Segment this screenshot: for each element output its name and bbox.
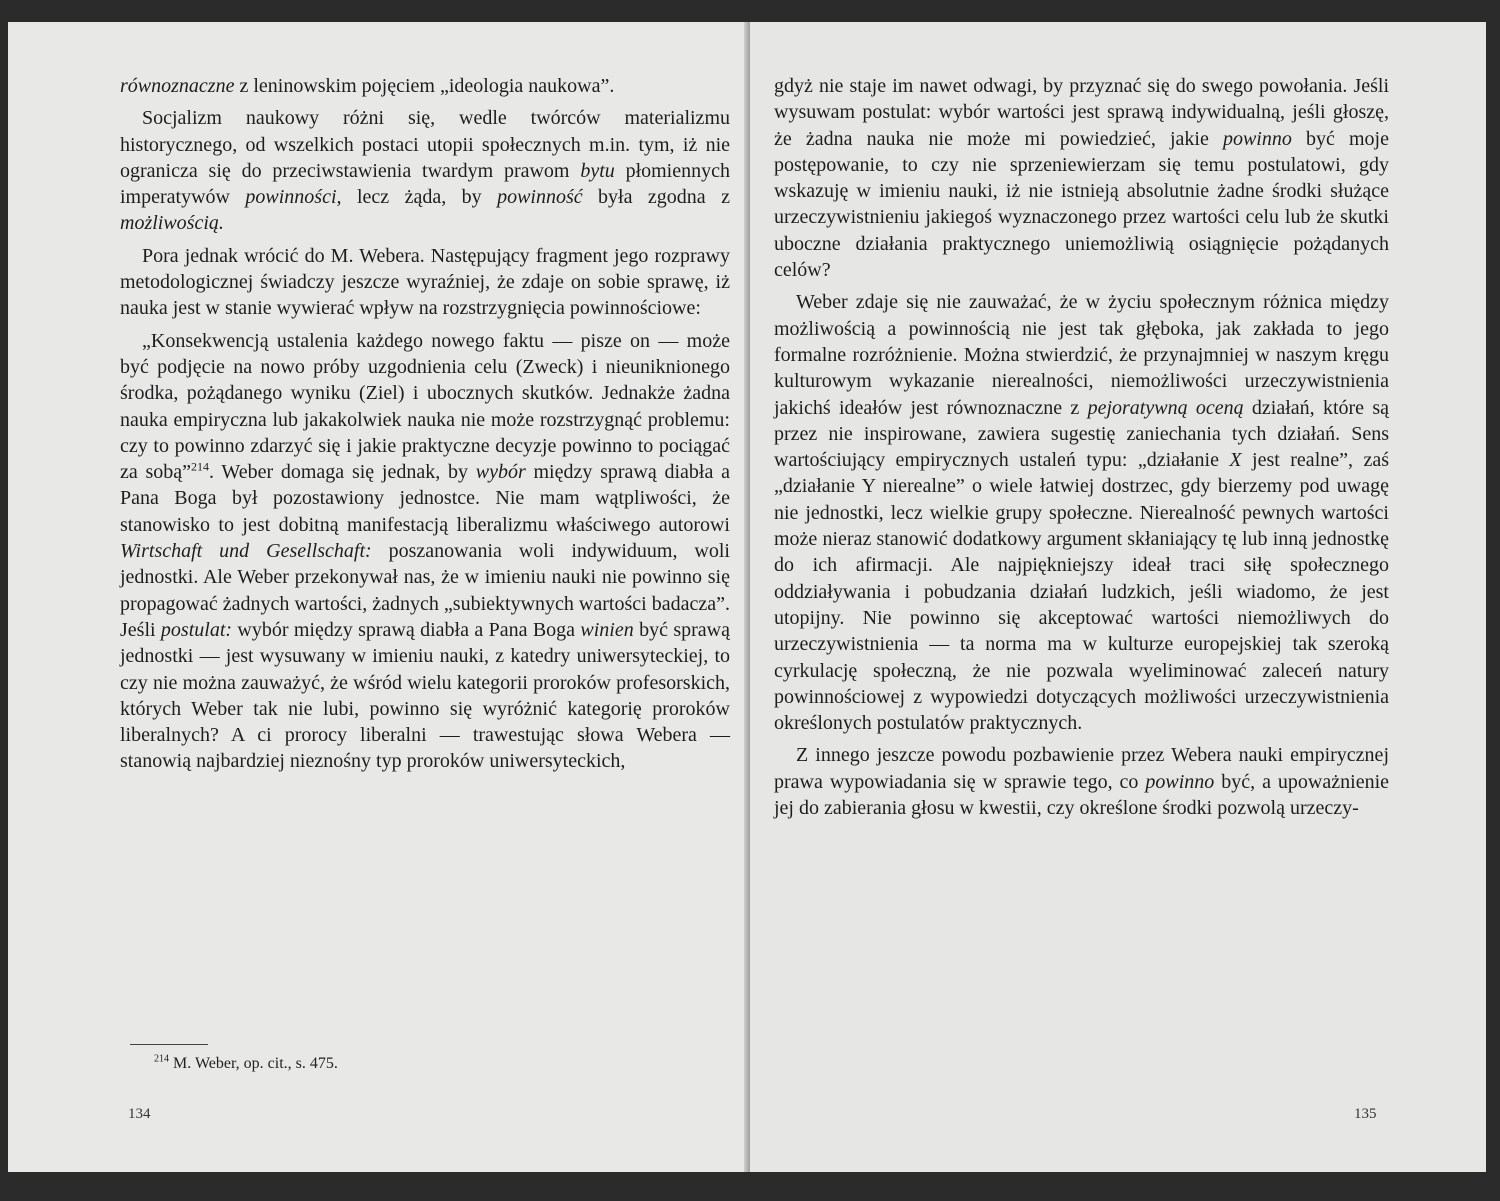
text-run: . Weber domaga się jednak, by [209,461,476,484]
text-run: wybór między sprawą diabła a Pana Boga [232,618,581,641]
paragraph [120,328,730,775]
footnote-reference: 214 [191,459,210,474]
text-run-italic: winien [580,618,634,641]
left-page [8,22,748,1172]
text-run: płomiennych imperatywów [120,159,730,209]
footnote-text: M. Weber, op. cit., s. 475. [169,1055,338,1072]
text-run-italic: Wirtschaft und Gesellschaft: [120,540,372,563]
text-run-italic: wybór [475,461,526,484]
text-run-italic: pejoratywną oceną [1087,396,1244,419]
paragraph [120,73,730,99]
text-run: Z innego jeszcze powodu pozbawienie przez Webera nauki empirycznej prawa wypowiadania się w sprawie tego, co [774,744,1389,793]
text-run-italic: powinno [1145,770,1215,793]
text-run: lecz żąda, by [341,186,498,209]
text-run-italic: bytu [580,159,615,182]
paragraph [120,105,730,236]
text-run-italic: X [1229,449,1242,472]
text-run-italic: postulat: [160,618,233,641]
paragraph [120,243,730,322]
text-run: poszanowania woli indywiduum, woli jednostki. Ale Weber przekonywał nas, że w imieniu nauki nie powinno się propagować żadnych wartości, żadnych „subiektywnych wartości badacza”. Jeśli [120,540,730,641]
text-run: być, a upoważnienie jej do zabierania głosu w kwestii, czy określone środki pozwolą urzeczy- [774,770,1389,820]
text-run-italic: powinności, [245,186,342,209]
left-page-text [120,73,730,775]
footnote-number: 214 [154,1053,169,1065]
text-run: z leninowskim pojęciem „ideologia naukowa”. [234,75,615,97]
footnote-divider [130,1044,208,1045]
text-run-italic: powinno [1222,127,1292,150]
text-run-italic: powinność [497,186,583,209]
text-run: Socjalizm naukowy różni się, wedle twórców materializmu historycznego, od wszelkich postaci utopii społecznych m.in. tym, iż nie ogranicza się do przeciwstawienia twardym prawom [120,107,730,182]
text-run: jest realne”, zaś „działanie Y nierealne” o wiele łatwiej dostrzec, gdy bierzemy pod uwagę nie jednostki, lecz wielkie grupy społeczne. Nierealność pewnych wartości może nieraz stanowić dodatkowy argument skłaniający tę lub inną jednostkę do ich afirmacji. Ale najpiękniejszy ideał traci siłę społecznego oddziaływania i pobudzania działań ludzkich, jeśli wiadomo, że jest utopijny. Nie powinno się akceptować wartości niemożliwych do urzeczywistnienia — ta norma ma w kulturze europejskiej tak szeroką cyrkulację społeczną, że nie pozwala wyeliminować zaleceń natury powinnościowej z wypowiedzi dotyczących możliwości urzeczywistnienia określonych postulatów praktycznych. [774,449,1389,735]
text-run-italic: równoznaczne [120,75,235,97]
text-run-italic: możliwością. [120,212,224,235]
text-run: gdyż nie staje im nawet odwagi, by przyznać się do swego powołania. Jeśli wysuwam postulat: wybór wartości jest sprawą indywidualną, jeśli głoszę, że żadna nauka nie może mi powiedzieć, jakie [774,75,1389,150]
text-run: być sprawą jednostki — jest wysuwany w imieniu nauki, z katedry uniwersyteckiej, to czy nie można zauważyć, że wśród wielu kategorii proroków profesorskich, których Weber tak nie lubi, powinno się wyróżnić kategorię proroków liberalnych? A ci prorocy liberalni — trawestując słowa Webera — stanowią najbardziej nieznośny typ proroków uniwersyteckich, [120,618,730,773]
text-run: działań, które są przez nie inspirowane, zawiera sugestię zaniechania tych działań. Sens wartościujący empirycznych ustaleń typu: „działanie [774,396,1390,472]
paragraph [774,742,1389,821]
text-run: być moje postępowanie, to czy nie sprzeniewierzam się temu postulatowi, gdy wskazuję w imieniu nauki, iż nie istnieją absolutnie żadne środki służące urzeczywistnieniu jakiegoś wyznaczonego przez wartości celu lub że skutki uboczne działania praktycznego uniemożliwią osiągnięcie pożądanych celów? [774,127,1389,282]
page-number-right: 135 [1354,1106,1377,1122]
paragraph [774,73,1389,283]
right-page-text [774,73,1389,821]
text-run: Weber zdaje się nie zauważać, że w życiu społecznym różnica między możliwością a powinnością nie jest tak głęboka, jak zakłada to jego formalne rozróżnienie. Można stwierdzić, że przynajmniej w naszym kręgu kulturowym wykazanie nierealności, niemożliwości urzeczywistnienia jakichś ideałów jest równoznaczne z [774,291,1389,419]
footnote [154,1054,338,1074]
paragraph [774,289,1389,736]
book-spread [8,22,1486,1172]
page-number-left: 134 [128,1106,151,1122]
right-page [750,22,1486,1172]
text-run: Pora jednak wrócić do M. Webera. Następujący fragment jego rozprawy metodologicznej świadczy jeszcze wyraźniej, że zdaje on sobie sprawę, iż nauka jest w stanie wywierać wpływ na rozstrzygnięcia powinnościowe: [120,244,730,320]
text-run: była zgodna z [582,186,730,209]
text-run: „Konsekwencją ustalenia każdego nowego faktu — pisze on — może być podjęcie na nowo próby uzgodnienia celu (Zweck) i nieuniknionego środka, pożądanego wyniku (Ziel) i ubocznych skutków. Jednakże żadna nauka empiryczna lub jakakolwiek nauka nie może rozstrzygnąć problemu: czy to powinno zdarzyć się i jakie praktyczne decyzje powinno to pociągać za sobą” [120,329,730,484]
text-run: między sprawą diabła a Pana Boga był pozostawiony jednostce. Nie mam wątpliwości, że stanowisko to jest dobitną manifestacją liberalizmu właściwego autorowi [120,461,730,536]
